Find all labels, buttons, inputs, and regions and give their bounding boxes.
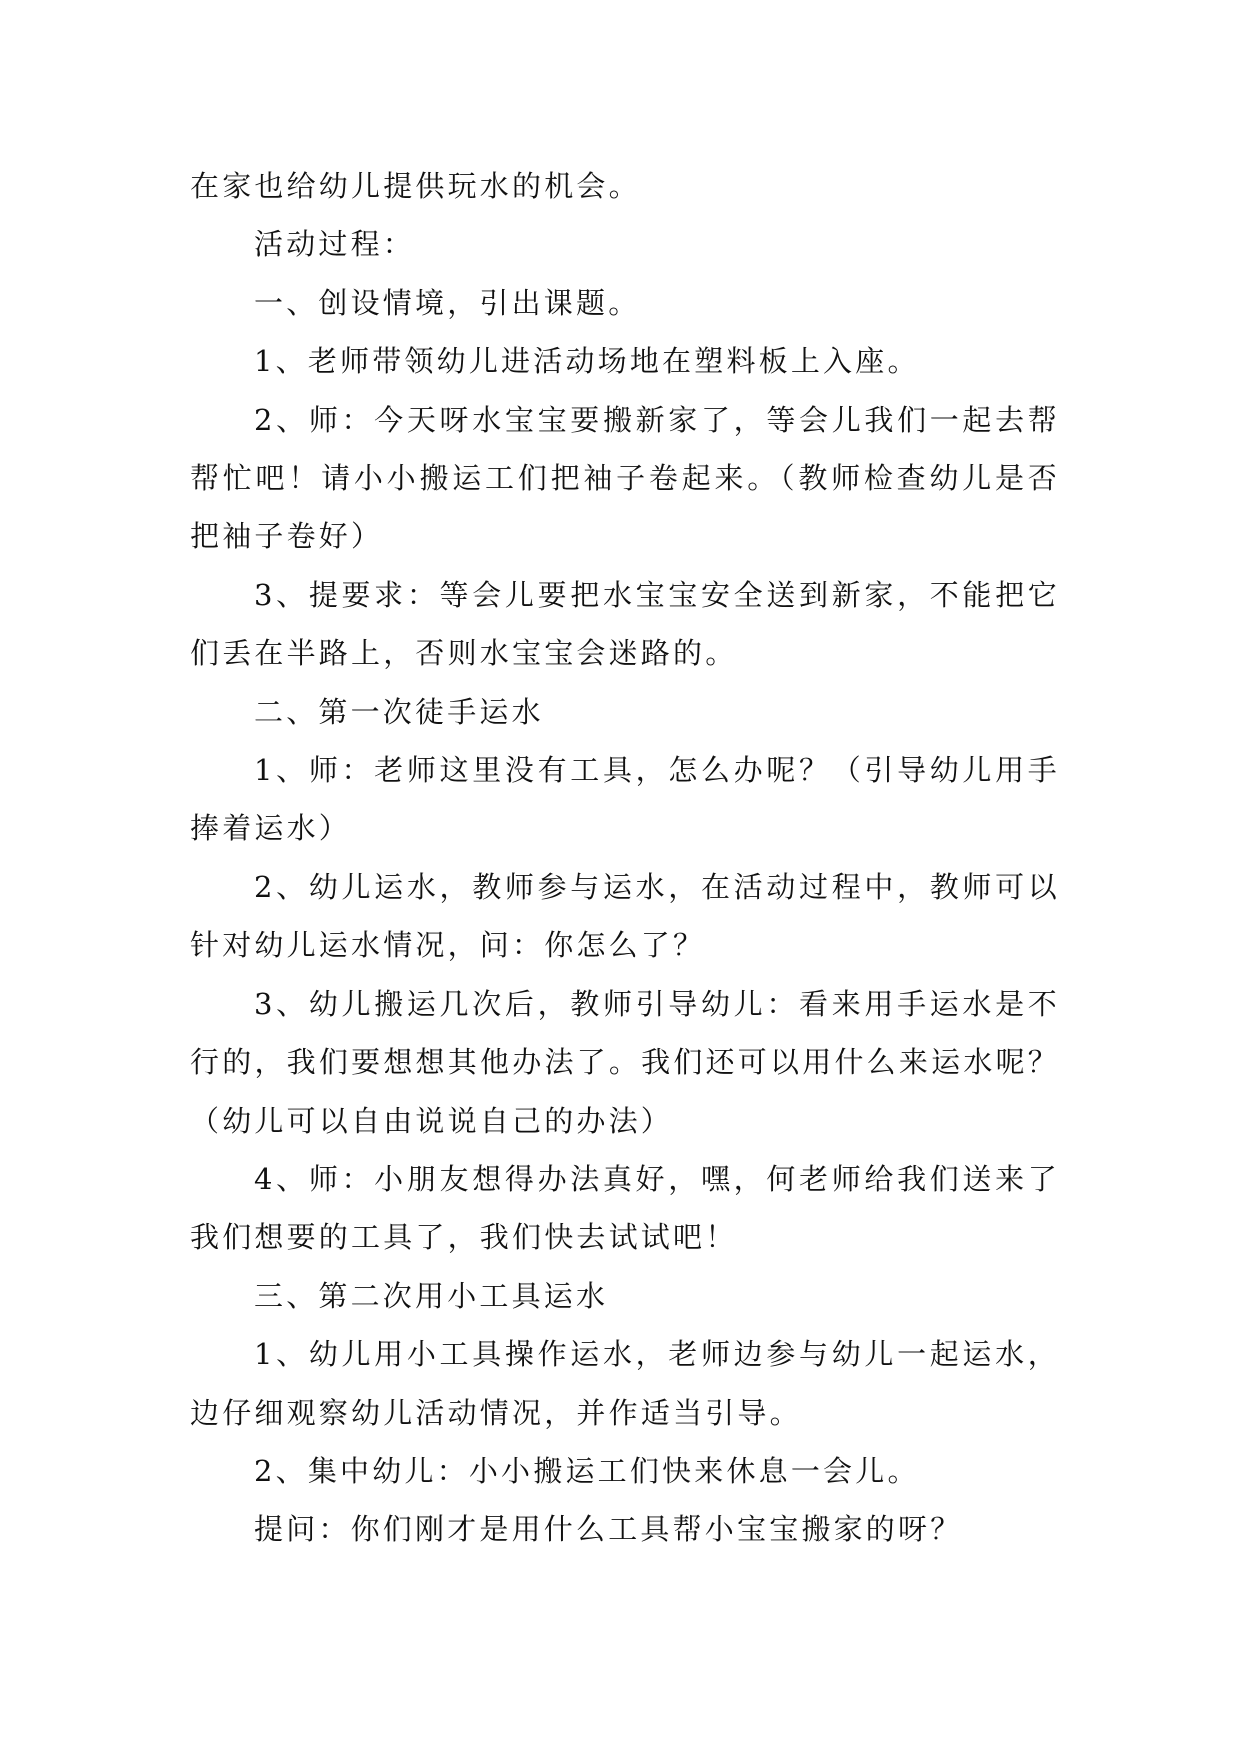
paragraph: 2、师：今天呀水宝宝要搬新家了，等会儿我们一起去帮帮忙吧！请小小搬运工们把袖子卷起来。（教师检查幼儿是否把袖子卷好） (190, 402, 1060, 554)
paragraph: 1、老师带领幼儿进活动场地在塑料板上入座。 (254, 344, 920, 379)
paragraph: 3、幼儿搬运几次后，教师引导幼儿：看来用手运水是不行的，我们要想想其他办法了。我们还可以用什么来运水呢？（幼儿可以自由说说自己的办法） (190, 986, 1060, 1138)
section-heading: 一、创设情境，引出课题。 (254, 285, 641, 320)
paragraph: 提问：你们刚才是用什么工具帮小宝宝搬家的呀？ (254, 1512, 963, 1547)
paragraph: 2、集中幼儿：小小搬运工们快来休息一会儿。 (254, 1453, 920, 1488)
paragraph: 2、幼儿运水，教师参与运水，在活动过程中，教师可以针对幼儿运水情况，问：你怎么了？ (190, 869, 1060, 963)
paragraph: 3、提要求：等会儿要把水宝宝安全送到新家，不能把它们丢在半路上，否则水宝宝会迷路的。 (190, 577, 1060, 671)
paragraph: 在家也给幼儿提供玩水的机会。 (190, 169, 641, 203)
paragraph: 1、师：老师这里没有工具，怎么办呢？（引导幼儿用手捧着运水） (190, 753, 1060, 846)
document-body (190, 157, 1060, 1559)
section-heading: 二、第一次徒手运水 (254, 694, 544, 729)
paragraph: 4、师：小朋友想得办法真好，嘿，何老师给我们送来了我们想要的工具了，我们快去试试吧！ (190, 1161, 1060, 1255)
paragraph: 1、幼儿用小工具操作运水，老师边参与幼儿一起运水，边仔细观察幼儿活动情况，并作适当引导。 (190, 1337, 1060, 1430)
section-heading: 三、第二次用小工具运水 (254, 1278, 609, 1313)
paragraph: 活动过程： (254, 227, 416, 262)
